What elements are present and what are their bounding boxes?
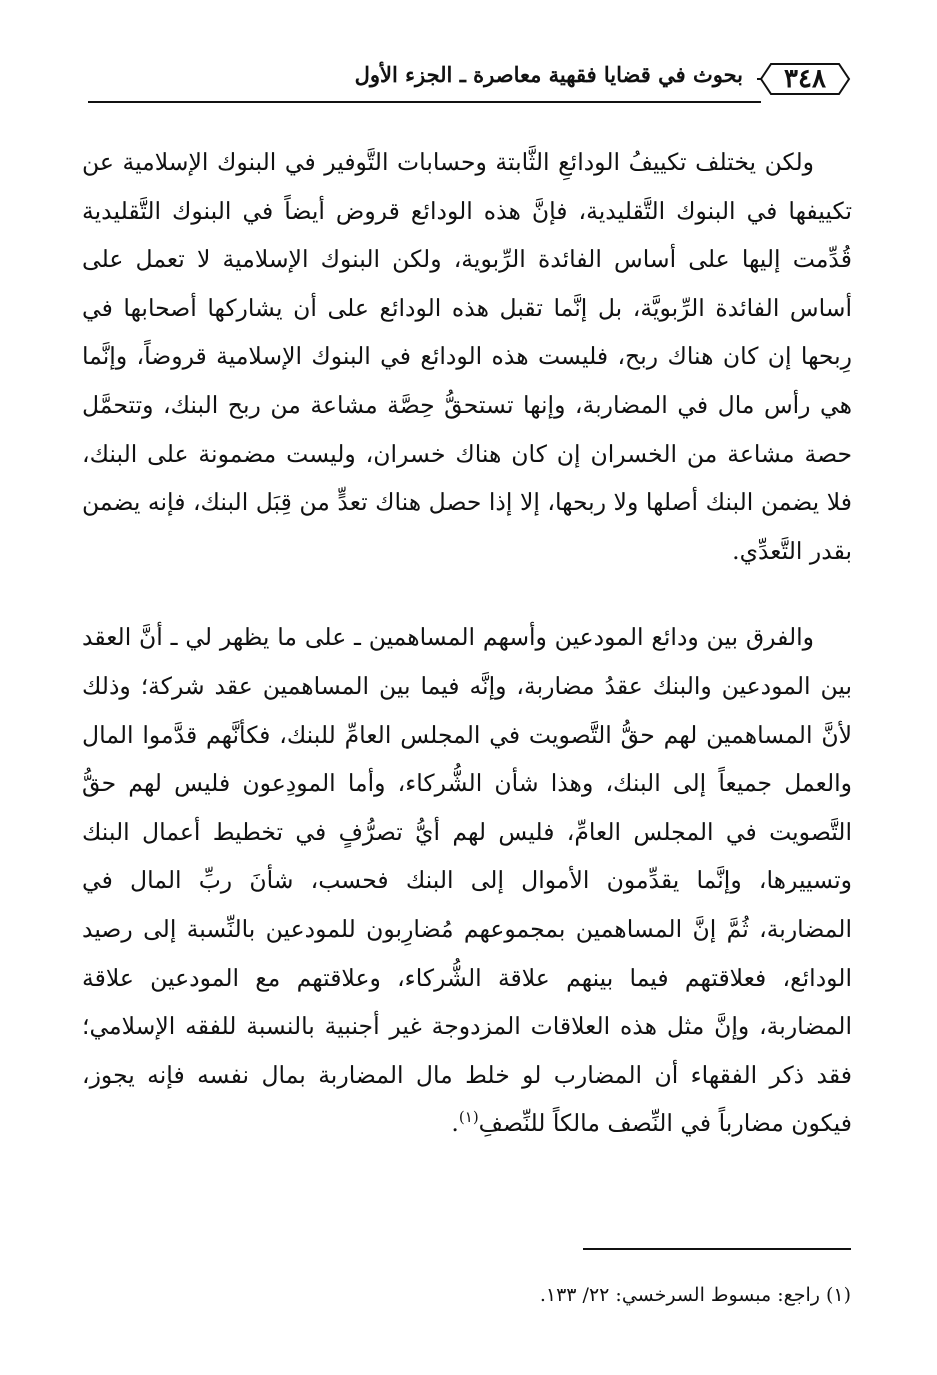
header-rule xyxy=(88,101,761,103)
page-header xyxy=(88,48,853,108)
paragraph xyxy=(82,138,852,575)
paragraph-end-punctuation: . xyxy=(451,1109,459,1138)
main-text xyxy=(82,138,852,1148)
paragraph-text: ولكن يختلف تكييفُ الودائعِ الثَّابتة وحسابات التَّوفير في البنوك الإسلامية عن تكييفها في البنوك التَّقليدية، فإنَّ هذه الودائع قروض أيضاً في البنوك التَّقليدية قُدِّمت إليها على أساس الفائدة الرِّبوية، ولكن البنوك الإسلامية لا تعمل على أساس الفائدة الرِّبويَّة، بل إنَّما تقبل هذه الودائع على أن يشاركها أصحابها في رِبحها إن كان هناك ربح، فليست هذه الودائع في البنوك الإسلامية قروضاً، وإنَّما هي رأس مال في المضاربة، وإنها تستحقُّ حِصَّة مشاعة من ربح البنك، وتتحمَّل حصة مشاعة من الخسران إن كان هناك خسران، وليست مضمونة على البنك، فلا يضمن البنك أصلها ولا ربحها، إلا إذا حصل هناك تعدٍّ من قِبَل البنك، فإنه يضمن بقدر التَّعدِّي. xyxy=(82,148,852,565)
page-number-badge xyxy=(757,58,853,100)
footnote-separator xyxy=(583,1248,851,1250)
footnote: (١) راجع: مبسوط السرخسي: ٢٢/ ١٣٣. xyxy=(539,1284,851,1306)
paragraph xyxy=(82,613,852,1148)
paragraph-text: والفرق بين ودائع المودعين وأسهم المساهمين ـ على ما يظهر لي ـ أنَّ العقد بين المودعين والبنك عقدُ مضاربة، وإنَّه فيما بين المساهمين عقد شركة؛ وذلك لأنَّ المساهمين لهم حقُّ التَّصويت في المجلس العامِّ للبنك، فكأنَّهم قدَّموا المال والعمل جميعاً إلى البنك، وهذا شأن الشُّركاء، وأما المودِعون فليس لهم حقُّ التَّصويت في المجلس العامِّ، فليس لهم أيُّ تصرُّفٍ في تخطيط أعمال البنك وتسييرها، وإنَّما يقدِّمون الأموال إلى البنك فحسب، شأنَ ربِّ المال في المضاربة، ثُمَّ إنَّ المساهمين بمجموعهم مُضارِبون للمودعين بالنِّسبة إلى رصيد الودائع، فعلاقتهم فيما بينهم علاقة الشُّركاء، وعلاقتهم مع المودعين علاقة المضاربة، وإنَّ مثل هذه العلاقات المزدوجة غير أجنبية بالنسبة للفقه الإسلامي؛ فقد ذكر الفقهاء أن المضارب لو خلط مال المضاربة بمال نفسه فإنه يجوز، فيكون مضارباً في النِّصف مالكاً للنِّصفِ xyxy=(82,623,852,1138)
footnote-reference[interactable]: (١) xyxy=(458,1108,479,1127)
page-number: ٣٤٨ xyxy=(784,64,826,94)
running-title: بحوث في قضايا فقهية معاصرة ـ الجزء الأول xyxy=(354,62,743,87)
